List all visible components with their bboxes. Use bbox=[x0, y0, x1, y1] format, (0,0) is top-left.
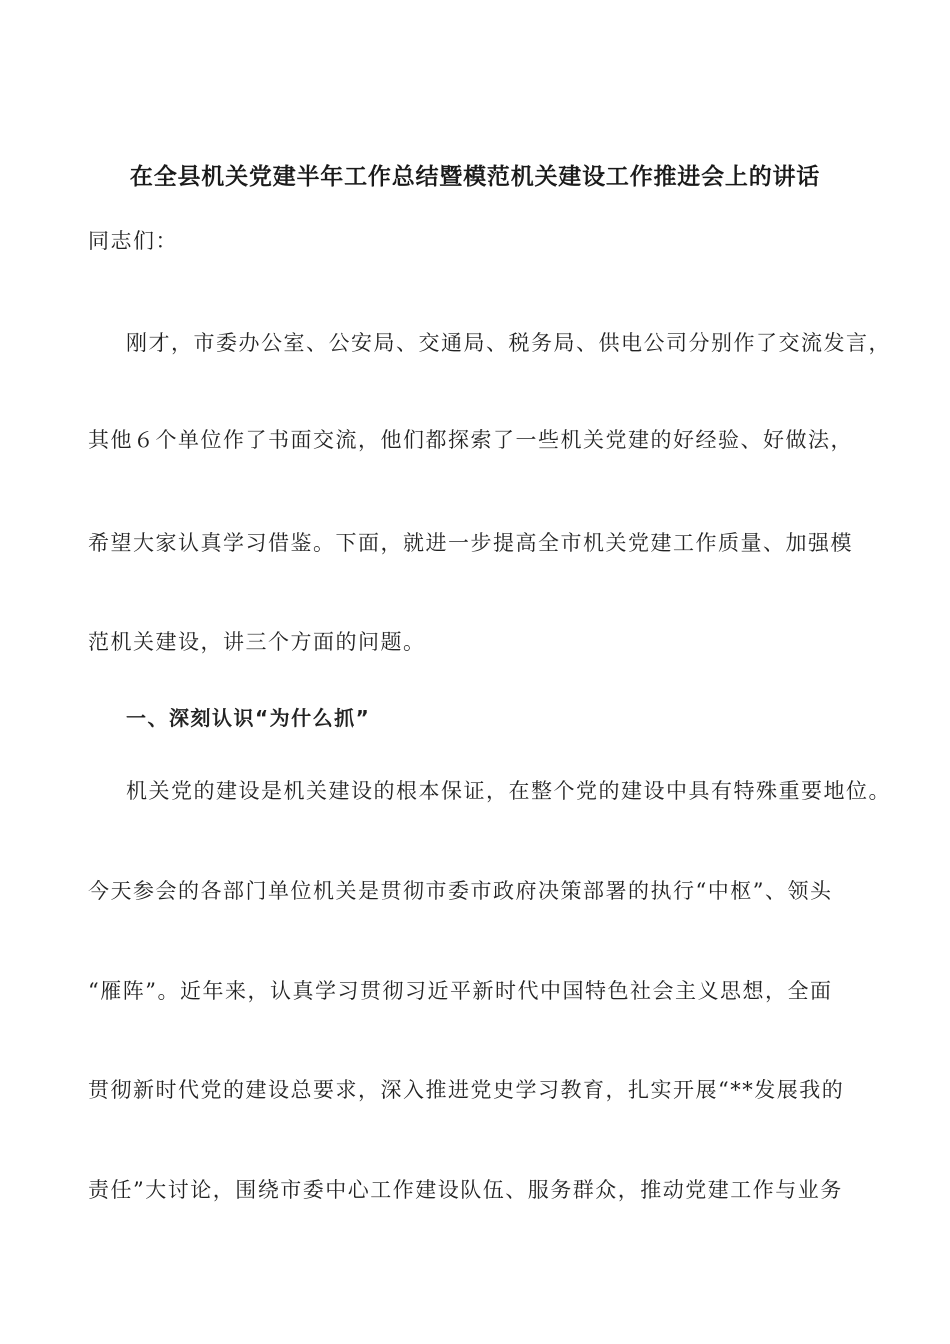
paragraph-line: 刚才，市委办公室、公安局、交通局、税务局、供电公司分别作了交流发言， bbox=[126, 331, 891, 355]
paragraph-line: 其他６个单位作了书面交流，他们都探索了一些机关党建的好经验、好做法， bbox=[88, 428, 853, 452]
salutation: 同志们： bbox=[88, 229, 178, 253]
paragraph-line: 范机关建设，讲三个方面的问题。 bbox=[88, 630, 426, 654]
paragraph-line: 贯彻新时代党的建设总要求，深入推进党史学习教育，扎实开展“**发展我的 bbox=[88, 1078, 845, 1102]
paragraph-line: 机关党的建设是机关建设的根本保证，在整个党的建设中具有特殊重要地位。 bbox=[126, 779, 891, 803]
paragraph-line: 责任”大讨论，围绕市委中心工作建设队伍、服务群众，推动党建工作与业务 bbox=[88, 1178, 843, 1202]
paragraph-line: “雁阵”。近年来，认真学习贯彻习近平新时代中国特色社会主义思想，全面 bbox=[88, 979, 833, 1003]
section-heading: 一、深刻认识“为什么抓” bbox=[126, 706, 371, 730]
document-title: 在全县机关党建半年工作总结暨模范机关建设工作推进会上的讲话 bbox=[129, 164, 821, 190]
paragraph-line: 希望大家认真学习借鉴。下面，就进一步提高全市机关党建工作质量、加强模 bbox=[88, 531, 853, 555]
paragraph-line: 今天参会的各部门单位机关是贯彻市委市政府决策部署的执行“中枢”、领头 bbox=[88, 879, 833, 903]
